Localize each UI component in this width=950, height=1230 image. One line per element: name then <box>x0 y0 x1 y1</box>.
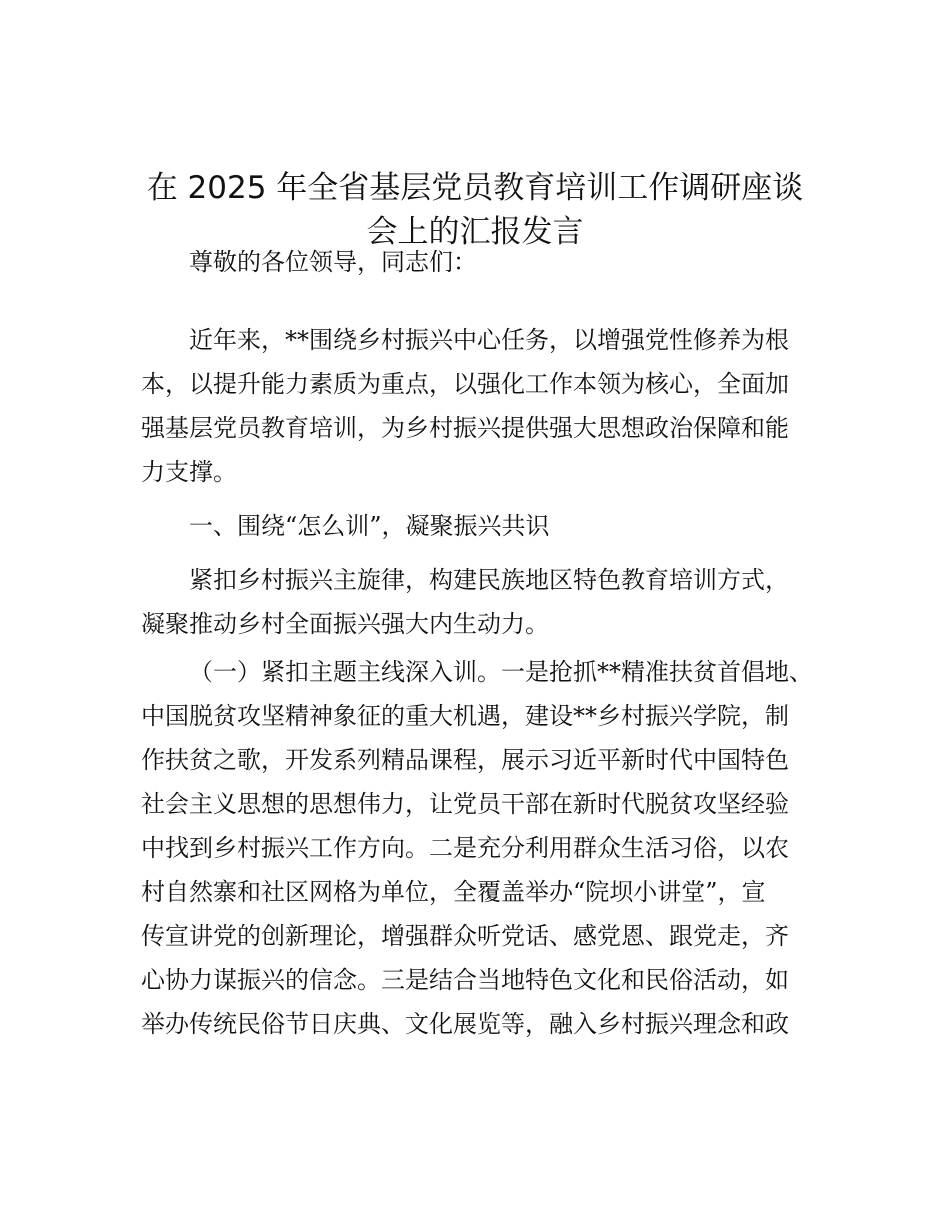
paragraph-line: 紧扣乡村振兴主旋律，构建民族地区特色教育培训方式， <box>189 566 789 594</box>
salutation <box>141 240 821 284</box>
paragraph-line: 心协力谋振兴的信念。三是结合当地特色文化和民俗活动，如 <box>141 966 789 994</box>
paragraph-line: （一）紧扣主题主线深入训。一是抢抓**精准扶贫首倡地、 <box>189 658 813 686</box>
paragraph-subsection-1 <box>141 650 821 1046</box>
paragraph-line: 村自然寨和社区网格为单位，全覆盖举办“院坝小讲堂”，宣 <box>141 878 766 906</box>
section-heading <box>141 504 821 548</box>
paragraph-line: 传宣讲党的创新理论，增强群众听党话、感党恩、跟党走，齐 <box>141 922 789 950</box>
paragraph-intro <box>141 318 821 494</box>
salutation-text: 尊敬的各位领导，同志们： <box>189 248 477 276</box>
paragraph-line: 本，以提升能力素质为重点，以强化工作本领为核心，全面加 <box>141 370 789 398</box>
title-line: 会上的汇报发言 <box>366 214 584 250</box>
paragraph-line: 近年来，**围绕乡村振兴中心任务，以增强党性修养为根 <box>189 326 789 354</box>
title-line: 在 2025 年全省基层党员教育培训工作调研座谈 <box>146 170 804 206</box>
paragraph-line: 中找到乡村振兴工作方向。二是充分利用群众生活习俗，以农 <box>141 834 789 862</box>
paragraph-line: 社会主义思想的思想伟力，让党员干部在新时代脱贫攻坚经验 <box>141 790 789 818</box>
section-heading-text: 一、围绕“怎么训”，凝聚振兴共识 <box>189 512 550 540</box>
paragraph-section-intro <box>141 558 821 646</box>
paragraph-line: 强基层党员教育培训，为乡村振兴提供强大思想政治保障和能 <box>141 414 789 442</box>
paragraph-line: 举办传统民俗节日庆典、文化展览等，融入乡村振兴理念和政 <box>141 1010 789 1038</box>
paragraph-line: 凝聚推动乡村全面振兴强大内生动力。 <box>141 610 549 638</box>
paragraph-line: 力支撑。 <box>141 458 237 486</box>
paragraph-line: 作扶贫之歌，开发系列精品课程，展示习近平新时代中国特色 <box>141 746 789 774</box>
paragraph-line: 中国脱贫攻坚精神象征的重大机遇，建设**乡村振兴学院，制 <box>141 702 789 730</box>
